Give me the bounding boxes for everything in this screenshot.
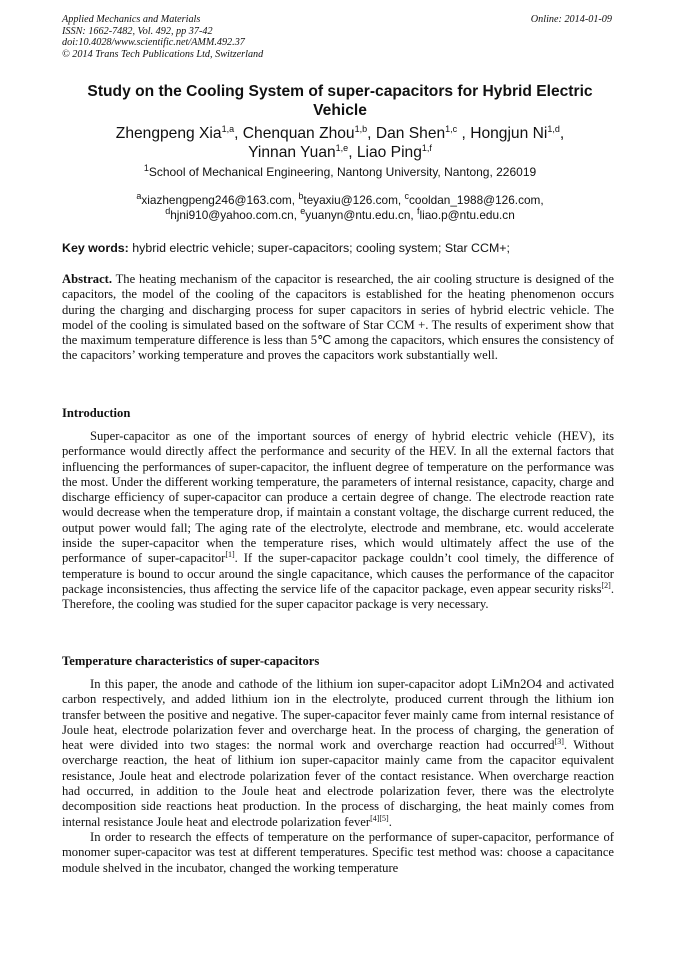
author-sup: 1,c [445, 123, 458, 134]
abstract-label: Abstract. [62, 272, 113, 286]
author-name: Chenquan Zhou [242, 125, 355, 142]
emails-line-2: $^d$hjni910@yahoo.com.cn, $^e$yuanyn@ntu.edu.cn, $^f$liao.p@ntu.edu.cn [165, 206, 515, 222]
paragraph: In this paper, the anode and cathode of the lithium ion super-capacitor adopt LiMn2O4 and activated carbon respectively, and added lithium ion in the electrolyte, produced current through the lithium ion transfer between the positive and negative. The super-capacitor fever mainly came from internal resistance of Joule heat, electrode polarization fever and overcharge heat. In the process of charging, the generation of heat were divided into two stages: the normal work and overcharge reaction had occurred[3]. Without overcharge reaction, the heat of lithium ion super-capacitor mainly came from the capacitor equivalent resistance, Joule heat and electrode polarization fever of the contact resistance. When overcharge reaction had occurred, in addition to the Joule heat and electrode polarization fever, there was the electrolyte decomposition side reactions heat production. In the process of discharging, the heat mainly comes from internal resistance Joule heat and electrode polarization fever[4][5]. [62, 677, 614, 829]
affiliation [62, 165, 618, 180]
keywords-label: Key words: [62, 241, 129, 255]
section-heading-introduction: Introduction [62, 406, 131, 420]
citation: [1] [225, 550, 235, 560]
authors-line-2: Yinnan Yuan$^{1,e}$, Liao Ping$^{1,f}$ [248, 142, 432, 161]
section-heading-temperature: Temperature characteristics of super-capacitors [62, 654, 320, 668]
author-sup: 1,f [421, 142, 432, 153]
email: hjni910@yahoo.com.cn, [170, 208, 297, 222]
author-name: Dan Shen [375, 125, 446, 142]
email: yuanyn@ntu.edu.cn, [305, 208, 414, 222]
abstract [62, 272, 614, 364]
author-sup: 1,a [221, 123, 235, 134]
keywords [62, 241, 618, 256]
email: teyaxiu@126.com, [303, 193, 402, 207]
paragraph: Super-capacitor as one of the important sources of energy of hybrid electric vehicle (HEV), its performance would directly affect the performance and security of the HEV. In all the external factors that influencing the performances of super-capacitor, the influent degree of temperature on the performance was the most. Under the different working temperature, the parameters of internal resistance, capacity, charge and discharge efficiency of super-capacitor can produce a certain degree of change. The electrode reaction rate would decrease when the temperature drop, if maintain a constant voltage, the discharge current reduced, the output power would fall; The aging rate of the electrolyte, electrode and membrane, etc. would accelerate inside the super-capacitor when the temperature rises, which would ultimately affect the use of the performance of super-capacitor[1]. If the super-capacitor package couldn’t cool timely, the difference of temperature is bound to occur around the single capacitance, which causes the performance of the capacitor package inconsistencies, thus affecting the service life of the capacitor package, even appear security risks[2]. Therefore, the cooling was studied for the super capacitor package is very necessary. [62, 429, 614, 612]
affiliation-sup: 1 [143, 163, 149, 173]
emails-line-1: $^a$xiazhengpeng246@163.com, $^b$teyaxiu@126.com, $^c$cooldan_1988@126.com, [136, 191, 544, 207]
temperature-body [62, 677, 614, 876]
authors-line-1: Zhengpeng Xia$^{1,a}$, Chenquan Zhou$^{1,b}$, Dan Shen$^{1,c}$ , Hongjun Ni$^{1,d}$, [115, 123, 565, 142]
author-name: Hongjun Ni [470, 125, 548, 142]
issn-line: ISSN: 1662-7482, Vol. 492, pp 37-42 [62, 25, 213, 37]
email: xiazhengpeng246@163.com, [141, 193, 296, 207]
author-sup: 1,e [335, 142, 349, 153]
citation: [2] [601, 580, 611, 590]
author-name: Yinnan Yuan [248, 144, 336, 161]
paragraph: In order to research the effects of temperature on the performance of super-capacitor, performance of monomer super-capacitor was test at different temperatures. Specific test method was: choose a capacitance module shelved in the incubator, changed the working temperature [62, 829, 614, 875]
email-list [62, 193, 618, 223]
online-date: Online: 2014-01-09 [530, 14, 612, 25]
author-name: Liao Ping [356, 144, 422, 161]
email: cooldan_1988@126.com, [409, 193, 544, 207]
copyright-line: © 2014 Trans Tech Publications Ltd, Switzerland [62, 48, 264, 60]
email: liao.p@ntu.edu.cn [419, 208, 515, 222]
doi-line: doi:10.4028/www.scientific.net/AMM.492.37 [62, 37, 245, 49]
running-header [62, 14, 618, 60]
author-name: Zhengpeng Xia [115, 125, 222, 142]
title-line-2: Vehicle [313, 102, 367, 119]
paper-title [62, 82, 618, 120]
journal-name: Applied Mechanics and Materials [62, 14, 201, 25]
abstract-text: The heating mechanism of the capacitor is researched, the air cooling structure is designed of the capacitors, the model of the cooling of the capacitors is established for the heating phenomenon occurs during the charging and discharging process for super capacitors in series of hybrid electric vehicle. The model of the cooling is simulated based on the software of Star CCM +. The results of experiment show that the maximum temperature difference is less than 5℃ among the capacitors, which ensures the consistency of the capacitors’ working temperature and proves the capacitors work substantially well. [62, 272, 614, 363]
citation: [3] [554, 737, 564, 746]
citation: [4][5] [370, 813, 389, 823]
author-list [62, 124, 618, 162]
affiliation-text: School of Mechanical Engineering, Nantong University, Nantong, 226019 [148, 165, 537, 179]
introduction-body [62, 429, 614, 613]
keywords-text: hybrid electric vehicle; super-capacitors; cooling system; Star CCM+; [128, 241, 510, 255]
title-line-1: Study on the Cooling System of super-capacitors for Hybrid Electric [87, 83, 593, 100]
author-sup: 1,d [547, 123, 560, 134]
author-sup: 1,b [354, 123, 368, 134]
